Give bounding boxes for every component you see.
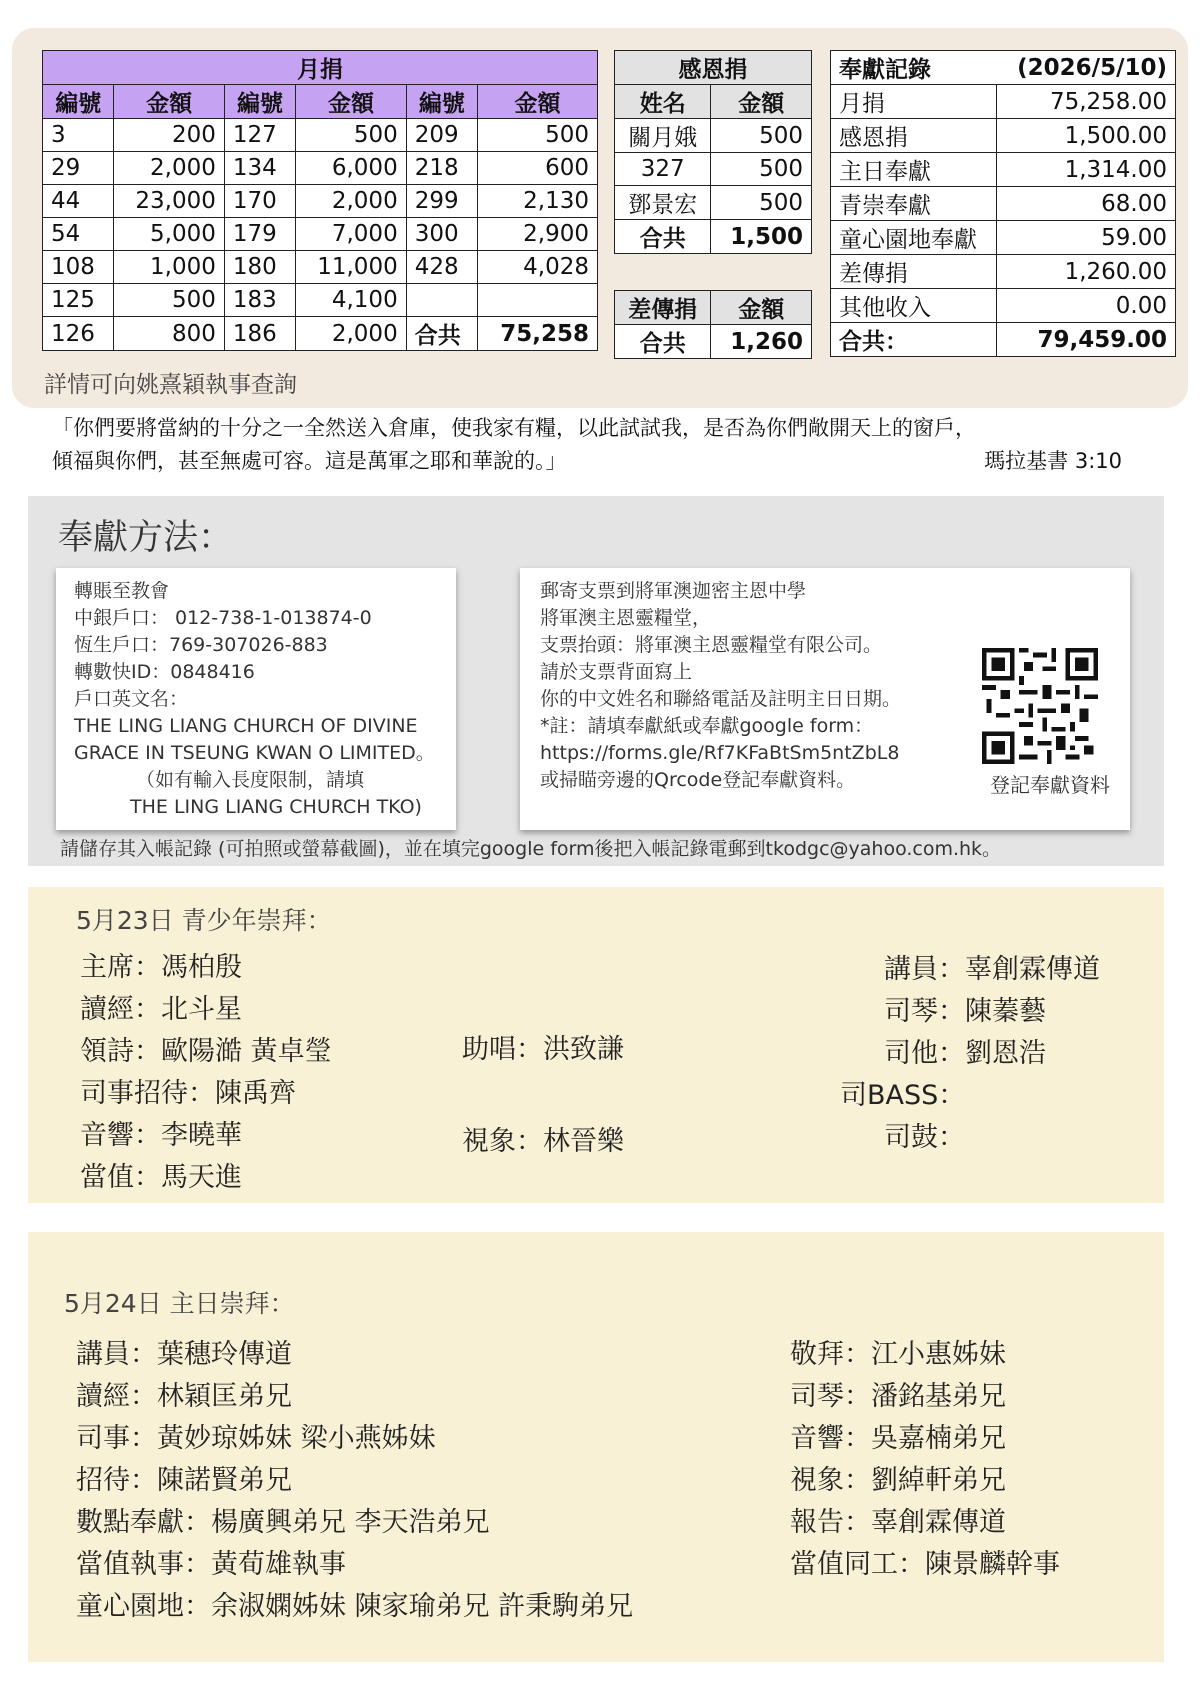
- member-id: 209: [406, 119, 477, 152]
- bible-verse: [52, 412, 1122, 478]
- member-amount: 2,000: [296, 317, 406, 351]
- member-id: 合共: [406, 317, 477, 351]
- member-amount: 200: [114, 119, 224, 152]
- record-amount: 1,314.00: [997, 153, 1176, 187]
- donor-amount: 500: [711, 153, 812, 186]
- member-amount: 75,258: [478, 317, 598, 351]
- mission-title: 差傳捐: [615, 291, 711, 325]
- record-item: 其他收入: [831, 289, 997, 323]
- table-row: [43, 152, 598, 185]
- member-amount: 6,000: [296, 152, 406, 185]
- table-row: [43, 185, 598, 218]
- member-amount: 2,900: [478, 218, 598, 251]
- member-id: 126: [43, 317, 114, 351]
- role-bass: 司BASS：: [840, 1080, 966, 1111]
- table-row: [831, 289, 1176, 323]
- member-amount: 4,100: [296, 284, 406, 317]
- donor-amount: 500: [711, 119, 812, 153]
- member-amount: 2,130: [478, 185, 598, 218]
- table-row: [43, 218, 598, 251]
- member-id: 183: [224, 284, 295, 317]
- record-item: 童心園地奉獻: [831, 221, 997, 255]
- cheque-card: [520, 568, 1130, 830]
- verse-line: 「你們要將當納的十分之一全然送入倉庫，使我家有糧，以此試試我，是否為你們敞開天上的窗戶，: [52, 416, 976, 440]
- offering-footer-note: 請儲存其入帳記錄 (可拍照或螢幕截圖)，並在填完google form後把入帳記錄電郵到tkodgc@yahoo.com.hk。: [60, 838, 1002, 860]
- bank-line: GRACE IN TSEUNG KWAN O LIMITED。: [74, 742, 435, 764]
- role-chair: 主席：馮柏殷: [80, 952, 242, 983]
- member-amount: 600: [478, 152, 598, 185]
- member-amount: 23,000: [114, 185, 224, 218]
- record-date: (2026/5/10): [997, 51, 1176, 85]
- col-amount: 金額: [711, 85, 812, 119]
- table-row: [615, 119, 812, 153]
- table-row: [831, 187, 1176, 221]
- record-amount: 1,260.00: [997, 255, 1176, 289]
- table-row: [43, 251, 598, 284]
- col-id: 編號: [224, 85, 295, 119]
- verse-line: 傾福與你們，甚至無處可容。這是萬軍之耶和華說的。」: [52, 449, 567, 473]
- role-deacon: 當值執事：黃荀雄執事: [76, 1549, 346, 1580]
- member-amount: 500: [478, 119, 598, 152]
- table-row: [831, 255, 1176, 289]
- member-id: 134: [224, 152, 295, 185]
- role-counting: 數點奉獻：楊廣興弟兄 李天浩弟兄: [76, 1507, 490, 1538]
- col-id: 編號: [406, 85, 477, 119]
- thanks-title: 感恩捐: [615, 51, 812, 85]
- bank-line: （如有輸入長度限制，請填: [136, 769, 365, 791]
- role-visual: 視象：劉綽軒弟兄: [790, 1465, 1006, 1496]
- bank-line: 恆生戶口：769-307026-883: [74, 634, 328, 656]
- member-id: 186: [224, 317, 295, 351]
- role-welcome: 招待：陳諾賢弟兄: [76, 1465, 292, 1496]
- thanksgiving-table: [614, 50, 812, 254]
- total-row: [615, 220, 812, 254]
- mission-table: [614, 290, 812, 359]
- cheque-line: *註：請填奉獻紙或奉獻google form：: [540, 715, 874, 737]
- bank-line: 戶口英文名：: [74, 688, 189, 710]
- member-amount: 11,000: [296, 251, 406, 284]
- offering-record-table: [830, 50, 1176, 357]
- role-usher: 司事招待：陳禹齊: [80, 1078, 296, 1109]
- cheque-line: 請於支票背面寫上: [540, 661, 693, 683]
- total-label: 合共：: [831, 323, 997, 357]
- member-id: 300: [406, 218, 477, 251]
- member-id: 127: [224, 119, 295, 152]
- donor-name: 327: [615, 153, 711, 186]
- table-row: [831, 85, 1176, 119]
- cheque-line: 郵寄支票到將軍澳迦密主恩中學: [540, 580, 807, 602]
- role-staff: 當值同工：陳景麟幹事: [790, 1549, 1060, 1580]
- record-amount: 1,500.00: [997, 119, 1176, 153]
- record-amount: 68.00: [997, 187, 1176, 221]
- total-label: 合共: [615, 220, 711, 254]
- bank-line: 轉數快ID：0848416: [74, 661, 255, 683]
- youth-service-panel: [28, 887, 1164, 1203]
- bank-transfer-card: [56, 568, 456, 830]
- sunday-service-title: 5月24日 主日崇拜：: [64, 1289, 295, 1318]
- member-id: 54: [43, 218, 114, 251]
- donor-name: 鄧景宏: [615, 186, 711, 220]
- youth-service-title: 5月23日 青少年崇拜：: [76, 906, 332, 935]
- col-amount: 金額: [478, 85, 598, 119]
- table-row: [43, 284, 598, 317]
- role-usher: 司事：黃妙琼姊妹 梁小燕姊妹: [76, 1423, 436, 1454]
- member-id: 29: [43, 152, 114, 185]
- member-id: [406, 284, 477, 317]
- cheque-line: 支票抬頭：將軍澳主恩靈糧堂有限公司。: [540, 634, 883, 656]
- member-amount: 2,000: [296, 185, 406, 218]
- member-amount: 4,028: [478, 251, 598, 284]
- member-amount: 1,000: [114, 251, 224, 284]
- total-value: 1,260: [711, 325, 812, 359]
- total-row: [831, 323, 1176, 357]
- member-amount: 2,000: [114, 152, 224, 185]
- col-amount: 金額: [296, 85, 406, 119]
- cheque-line: 將軍澳主恩靈糧堂，: [540, 607, 712, 629]
- record-item: 月捐: [831, 85, 997, 119]
- table-row: [831, 221, 1176, 255]
- member-id: 218: [406, 152, 477, 185]
- bank-line: THE LING LIANG CHURCH OF DIVINE: [74, 715, 418, 737]
- record-item: 差傳捐: [831, 255, 997, 289]
- member-amount: 800: [114, 317, 224, 351]
- member-id: 179: [224, 218, 295, 251]
- record-item: 青崇奉獻: [831, 187, 997, 221]
- role-reading: 讀經：林穎匡弟兄: [76, 1381, 292, 1412]
- record-amount: 0.00: [997, 289, 1176, 323]
- record-title: 奉獻記錄: [831, 51, 997, 85]
- total-value: 79,459.00: [997, 323, 1176, 357]
- member-amount: 500: [296, 119, 406, 152]
- role-children: 童心園地：余淑嫻姊妹 陳家瑜弟兄 許秉駒弟兄: [76, 1591, 634, 1622]
- record-amount: 59.00: [997, 221, 1176, 255]
- role-piano: 司琴：潘銘基弟兄: [790, 1381, 1006, 1412]
- table-row: [831, 153, 1176, 187]
- role-sound: 音響：李曉華: [80, 1120, 242, 1151]
- member-amount: 500: [114, 284, 224, 317]
- qr-caption: 登記奉獻資料: [990, 773, 1110, 797]
- sunday-service-panel: [28, 1232, 1164, 1662]
- offering-methods-panel: [28, 496, 1164, 866]
- member-id: 125: [43, 284, 114, 317]
- record-item: 感恩捐: [831, 119, 997, 153]
- col-name: 姓名: [615, 85, 711, 119]
- col-amount: 金額: [114, 85, 224, 119]
- role-speaker: 講員：辜創霖傳道: [884, 954, 1100, 985]
- col-amount: 金額: [711, 291, 812, 325]
- role-reading: 讀經：北斗星: [80, 994, 242, 1025]
- role-visual: 視象：林晉樂: [462, 1126, 624, 1157]
- role-report: 報告：辜創霖傳道: [790, 1507, 1006, 1538]
- table-row: [615, 153, 812, 186]
- col-id: 編號: [43, 85, 114, 119]
- record-amount: 75,258.00: [997, 85, 1176, 119]
- member-amount: 7,000: [296, 218, 406, 251]
- table-row: [43, 119, 598, 152]
- role-speaker: 講員：葉穗玲傳道: [76, 1339, 292, 1370]
- role-piano: 司琴：陳蓁藝: [884, 996, 1046, 1027]
- form-link[interactable]: https://forms.gle/Rf7KFaBtSm5ntZbL8: [540, 742, 900, 764]
- qr-code-icon[interactable]: [982, 648, 1098, 764]
- cheque-line: 或掃瞄旁邊的Qrcode登記奉獻資料。: [540, 769, 856, 791]
- donor-name: 關月娥: [615, 119, 711, 153]
- monthly-title: 月捐: [43, 51, 598, 85]
- member-id: 44: [43, 185, 114, 218]
- member-id: 3: [43, 119, 114, 152]
- role-worship: 敬拜：江小惠姊妹: [790, 1339, 1006, 1370]
- member-id: 428: [406, 251, 477, 284]
- table-row: [615, 186, 812, 220]
- bank-line: 轉賬至教會: [74, 580, 170, 602]
- total-label: 合共: [615, 325, 711, 359]
- table-row: [831, 119, 1176, 153]
- table-row: [43, 317, 598, 351]
- role-drum: 司鼓：: [884, 1122, 965, 1153]
- monthly-offering-table: [42, 50, 598, 351]
- donor-amount: 500: [711, 186, 812, 220]
- role-guitar: 司他：劉恩浩: [884, 1038, 1046, 1069]
- member-id: 299: [406, 185, 477, 218]
- member-id: 170: [224, 185, 295, 218]
- role-backing-vocal: 助唱：洪致謙: [462, 1034, 624, 1065]
- member-id: 180: [224, 251, 295, 284]
- role-sound: 音響：吳嘉楠弟兄: [790, 1423, 1006, 1454]
- bank-line: 中銀戶口： 012-738-1-013874-0: [74, 607, 372, 629]
- member-amount: [478, 284, 598, 317]
- record-item: 主日奉獻: [831, 153, 997, 187]
- cheque-line: 你的中文姓名和聯絡電話及註明主日日期。: [540, 688, 902, 710]
- offering-title: 奉獻方法：: [58, 518, 234, 558]
- total-row: [615, 325, 812, 359]
- role-duty: 當值：馬天進: [80, 1162, 242, 1193]
- contact-note: 詳情可向姚熹穎執事查詢: [44, 372, 297, 398]
- role-worship-lead: 領詩：歐陽澔 黃卓瑩: [80, 1036, 332, 1067]
- member-amount: 5,000: [114, 218, 224, 251]
- total-value: 1,500: [711, 220, 812, 254]
- member-id: 108: [43, 251, 114, 284]
- bank-line: THE LING LIANG CHURCH TKO): [130, 796, 422, 818]
- verse-reference: 瑪拉基書 3:10: [984, 449, 1122, 473]
